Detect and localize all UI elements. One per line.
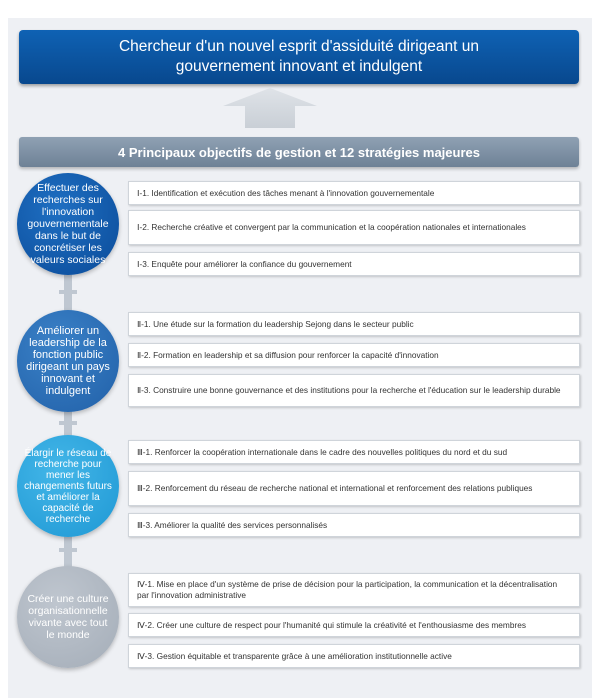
connector-3 <box>64 536 72 568</box>
strategy-3-2-text: Ⅲ-2. Renforcement du réseau de recherche national et international et renforcement des relations publiques <box>137 483 533 493</box>
strategy-item-1-3 <box>128 252 580 276</box>
strategy-item-1-1 <box>128 181 580 205</box>
strategy-1-1-text: Ⅰ-1. Identification et exécution des tâches menant à l'innovation gouvernementale <box>137 187 435 198</box>
connector-1 <box>64 274 72 312</box>
strategy-item-1-2 <box>128 210 580 245</box>
strategy-item-3-3 <box>128 513 580 537</box>
strategy-item-3-1 <box>128 440 580 464</box>
connector-2 <box>64 411 72 437</box>
strategy-1-3-text: Ⅰ-3. Enquête pour améliorer la confiance du gouvernement <box>137 258 352 269</box>
strategy-item-3-2 <box>128 471 580 506</box>
objectives-banner <box>19 137 579 167</box>
goal-1-label: Effectuer des recherches sur l'innovation gouvernementale dans le but de concrétiser les valeurs sociales <box>27 182 109 266</box>
vision-title: Chercheur d'un nouvel esprit d'assiduité dirigeant un gouvernement innovant et indulgent <box>118 38 480 75</box>
strategy-4-1-text: Ⅳ-1. Mise en place d'un système de prise de décision pour la participation, la communication et la décentralisation par l'innovation administrative <box>137 579 558 600</box>
goal-circle-3 <box>17 435 119 537</box>
strategy-4-2-text: Ⅳ-2. Créer une culture de respect pour l'humanité qui stimule la créativité et l'enthousiasme des membres <box>137 619 526 630</box>
strategy-item-4-3 <box>128 644 580 668</box>
strategy-3-1-text: Ⅲ-1. Renforcer la coopération internationale dans le cadre des nouvelles politiques du nord et du sud <box>137 446 508 457</box>
strategy-2-3-text: Ⅱ-3. Construire une bonne gouvernance et des institutions pour la recherche et l'éducation sur le leadership durable <box>137 385 561 395</box>
strategy-item-2-3 <box>128 374 580 407</box>
strategy-item-4-1 <box>128 573 580 607</box>
strategy-item-2-2 <box>128 343 580 367</box>
up-arrow-icon <box>223 88 317 128</box>
goal-circle-1 <box>17 173 119 275</box>
strategy-item-2-1 <box>128 312 580 336</box>
strategy-item-4-2 <box>128 613 580 637</box>
goal-3-label: Élargir le réseau de recherche pour mener les changements futurs et améliorer la capacité de recherche <box>24 447 112 525</box>
strategy-4-3-text: Ⅳ-3. Gestion équitable et transparente grâce à une amélioration institutionnelle active <box>137 650 452 661</box>
objectives-title: 4 Principaux objectifs de gestion et 12 stratégies majeures <box>118 144 480 160</box>
vision-banner <box>19 30 579 84</box>
strategy-2-1-text: Ⅱ-1. Une étude sur la formation du leadership Sejong dans le secteur public <box>137 318 414 329</box>
strategy-2-2-text: Ⅱ-2. Formation en leadership et sa diffusion pour renforcer la capacité d'innovation <box>137 349 439 360</box>
strategy-3-3-text: Ⅲ-3. Améliorer la qualité des services personnalisés <box>137 519 328 530</box>
goal-2-label: Améliorer un leadership de la fonction public dirigeant un pays innovant et indulgent <box>26 325 110 397</box>
goal-circle-4 <box>17 566 119 668</box>
goal-circle-2 <box>17 310 119 412</box>
goal-4-label: Créer une culture organisationnelle vivante avec tout le monde <box>27 593 109 641</box>
strategy-1-2-text: Ⅰ-2. Recherche créative et convergent par la communication et la coopération nationales et internationales <box>137 222 526 232</box>
